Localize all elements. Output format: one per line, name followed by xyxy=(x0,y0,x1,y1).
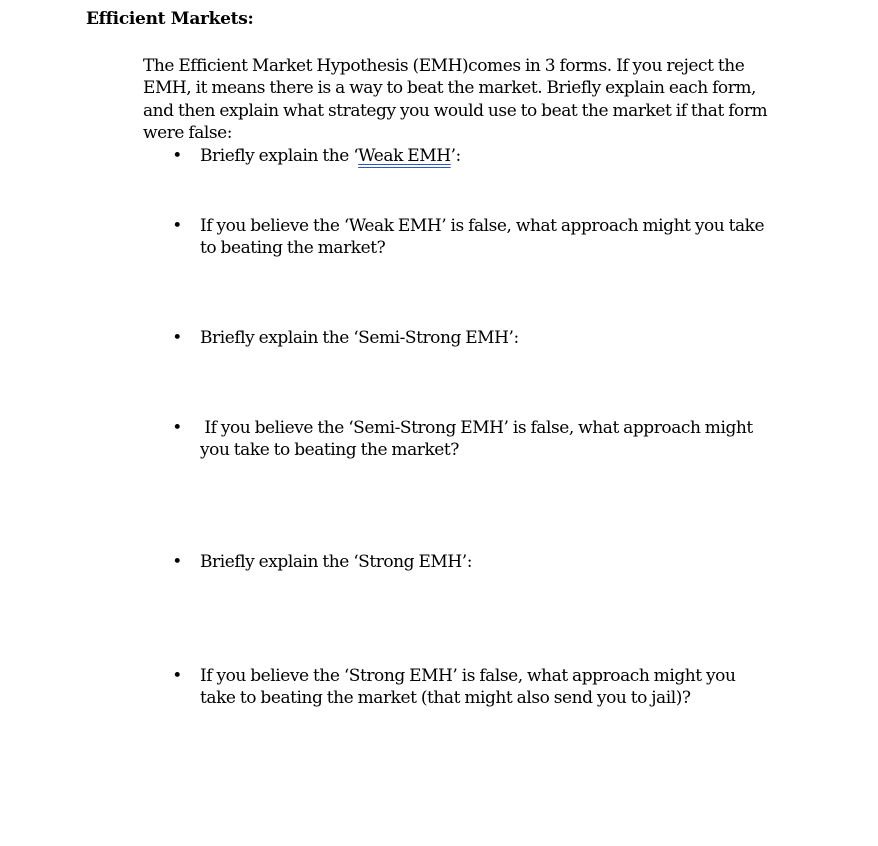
intro-paragraph: The Efficient Market Hypothesis (EMH)comes in 3 forms. If you reject the EMH, it means there is a way to beat the market. Briefly explain each form, and then explain what strategy you would use to beat the market if that form were false: xyxy=(143,56,768,143)
bullet-icon: • xyxy=(172,552,182,572)
question-text: Briefly explain the ‘Semi-Strong EMH’: xyxy=(200,328,519,348)
bullet-icon: • xyxy=(172,328,182,348)
question-text: If you believe the ‘Weak EMH’ is false, what approach might you take to beating the market? xyxy=(200,216,765,259)
question-text: If you believe the ‘Strong EMH’ is false, what approach might you take to beating the market (that might also send you to jail)? xyxy=(200,666,736,709)
bullet-icon: • xyxy=(172,216,182,236)
bullet-icon: • xyxy=(172,666,182,686)
spellcheck-flagged-text[interactable]: Weak EMH xyxy=(358,146,451,166)
question-text: Briefly explain the ‘Weak EMH’: xyxy=(200,146,461,166)
bullet-icon: • xyxy=(172,146,182,166)
question-text: Briefly explain the ‘Strong EMH’: xyxy=(200,552,472,572)
question-text: If you believe the ‘Semi-Strong EMH’ is false, what approach might you take to beating the market? xyxy=(200,418,758,461)
bullet-icon: • xyxy=(172,418,182,438)
section-heading: Efficient Markets: xyxy=(86,9,254,29)
